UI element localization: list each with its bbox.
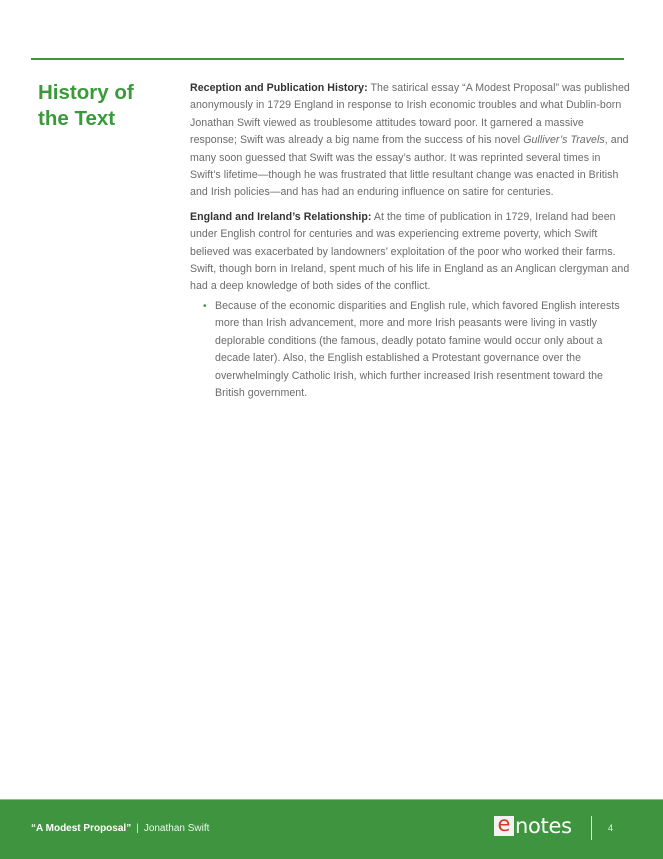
page-number: 4 bbox=[608, 823, 614, 833]
paragraph-england-ireland bbox=[190, 209, 630, 296]
section-title-line2: the Text bbox=[38, 107, 116, 130]
footer-work-title: “A Modest Proposal” bbox=[31, 823, 132, 834]
top-divider bbox=[31, 58, 624, 60]
footer-separator: | bbox=[136, 823, 139, 834]
paragraph-heading: England and Ireland’s Relationship: bbox=[190, 210, 372, 223]
footer-citation bbox=[31, 823, 209, 834]
main-content bbox=[190, 80, 630, 402]
enotes-logo-text: notes bbox=[515, 814, 572, 838]
paragraph-text: At the time of publication in 1729, Ireland had been under English control for centuries and was experiencing extreme poverty, which Swift believed was exacerbated by landowners’ exploitation of the poor who worked their farms. Swift, though born in Ireland, spent much of his life in England as an Anglican clergyman and had a deep knowledge of both sides of the conflict. bbox=[190, 210, 630, 293]
footer-bar bbox=[0, 799, 663, 859]
enotes-logo-e-icon: e bbox=[494, 816, 514, 836]
paragraph-heading: Reception and Publication History: bbox=[190, 82, 368, 94]
footer-vertical-divider bbox=[591, 816, 592, 840]
paragraph-text: , and many soon guessed that Swift was the essay’s author. It was reprinted several times in Swift’s lifetime—though he was frustrated that little resultant change was enacted in British and Irish policies—and has had an enduring influence on satire for centuries. bbox=[190, 134, 629, 199]
bullet-icon: • bbox=[203, 300, 207, 312]
section-title bbox=[38, 80, 168, 132]
footer-author: Jonathan Swift bbox=[143, 823, 210, 834]
bullet-text: Because of the economic disparities and English rule, which favored English interests more than Irish advancement, more and more Irish peasants were living in vastly deplorable conditions (the famous, deadly potato famine would occur only about a decade later). Also, the English established a Protestant governance over the overwhelmingly Catholic Irish, which further increased Irish resentment toward the British government. bbox=[215, 299, 620, 399]
bullet-item bbox=[203, 298, 630, 402]
section-title-line1: History of bbox=[38, 81, 134, 104]
paragraph-text: The satirical essay “A Modest Proposal” was published anonymously in 1729 England in response to Irish economic troubles and what Dublin-born Jonathan Swift viewed as troublesome attitudes toward poor. It garnered a massive response; Swift was already a big name from the success of his novel bbox=[190, 82, 630, 147]
paragraph-reception-history bbox=[190, 80, 630, 202]
enotes-logo bbox=[494, 812, 572, 838]
bullet-list bbox=[190, 298, 630, 402]
book-title: Gulliver’s Travels bbox=[523, 134, 605, 147]
